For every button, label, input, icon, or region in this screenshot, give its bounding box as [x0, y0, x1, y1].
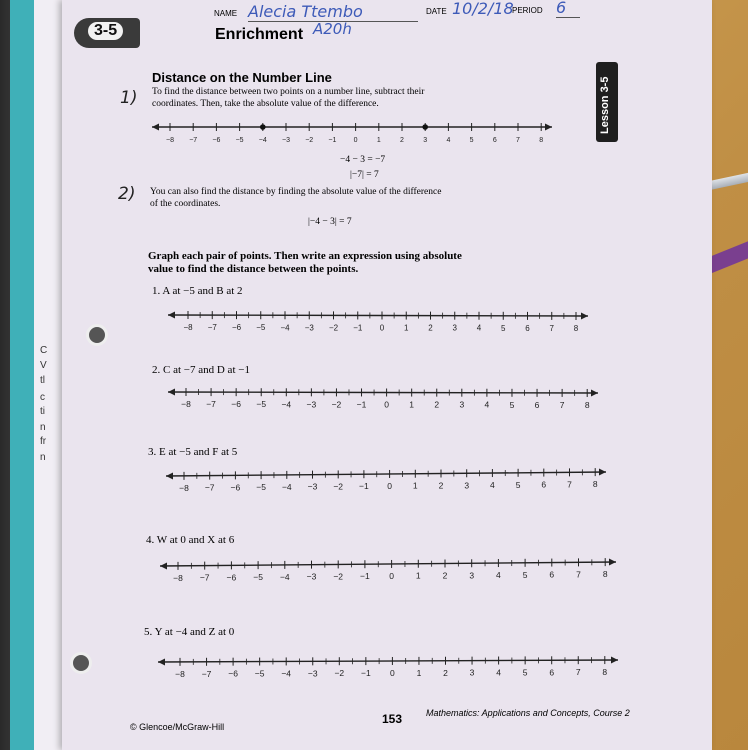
period-value: 6 — [556, 0, 580, 18]
tick-label: −5 — [254, 668, 265, 679]
tick-label: −8 — [166, 137, 174, 144]
tick-label: −2 — [333, 571, 344, 582]
tick-label: −3 — [307, 481, 318, 492]
arrow-right — [545, 124, 552, 131]
lesson-title: Enrichment — [215, 26, 304, 43]
section-heading: Distance on the Number Line — [152, 70, 332, 85]
number-line-problem-2[interactable] — [168, 382, 598, 416]
tick-label: −5 — [253, 572, 263, 583]
tick-label: 7 — [559, 399, 565, 410]
tick-label: −7 — [189, 137, 198, 144]
problem-3-label: 3. E at −5 and F at 5 — [148, 446, 238, 458]
tick-label: −2 — [328, 323, 339, 333]
number-line-axis — [168, 392, 598, 393]
tick-label: −8 — [175, 668, 185, 679]
tick-label: 8 — [602, 569, 608, 580]
tick-label: 2 — [438, 480, 444, 491]
instructions-line-1: Graph each pair of points. Then write an expression using absolute — [148, 250, 462, 262]
tick-label: −5 — [235, 137, 244, 144]
tick-label: −8 — [181, 399, 191, 410]
handwritten-room: A20h — [313, 20, 352, 38]
margin-fragment: fr — [40, 436, 47, 447]
tick-label: −7 — [201, 668, 212, 679]
tick-label: 6 — [534, 399, 540, 410]
intro-text-1b: coordinates. Then, take the absolute value of the difference. — [152, 99, 379, 109]
tick-label: 3 — [423, 137, 428, 144]
problem-4-label: 4. W at 0 and X at 6 — [146, 534, 235, 546]
tick-label: 5 — [501, 323, 506, 333]
tick-label: 1 — [415, 570, 421, 581]
tick-label: 2 — [428, 323, 433, 333]
number-line-problem-1[interactable] — [168, 304, 588, 338]
margin-fragment: C — [40, 345, 48, 356]
tick-label: −3 — [304, 323, 314, 333]
tick-label: 6 — [525, 323, 530, 333]
equation-1: −4 − 3 = −7 — [340, 155, 386, 165]
intro-text-1a: To find the distance between two points on a number line, subtract their — [152, 87, 425, 97]
tick-label: −3 — [307, 668, 318, 679]
arrow-right — [611, 657, 618, 664]
tick-label: 3 — [459, 399, 465, 410]
tick-label: 6 — [492, 137, 497, 144]
tick-label: 4 — [446, 137, 451, 144]
tick-label: 2 — [443, 667, 448, 678]
tick-label: 6 — [541, 479, 547, 490]
arrow-left — [152, 124, 159, 131]
tick-label: 0 — [387, 480, 392, 491]
name-value: Alecia Ttembo — [248, 2, 418, 22]
tick-label: −6 — [226, 572, 237, 583]
tick-label: 7 — [567, 479, 572, 490]
footer-copyright: © Glencoe/McGraw-Hill — [130, 722, 225, 732]
tick-label: 1 — [409, 399, 415, 410]
equation-2: |−7| = 7 — [350, 170, 379, 180]
tick-label: −4 — [281, 399, 292, 410]
tick-label: −6 — [231, 399, 242, 410]
tick-label: −6 — [228, 668, 238, 679]
hand-mark-1: 1) — [120, 88, 138, 108]
tick-label: −5 — [256, 482, 266, 493]
tick-label: −6 — [230, 482, 241, 493]
tick-label: −7 — [199, 572, 210, 583]
problem-1-label: 1. A at −5 and B at 2 — [152, 285, 243, 297]
tick-label: −2 — [305, 137, 314, 144]
lesson-number: 3-5 — [88, 22, 123, 40]
tick-label: 3 — [469, 570, 475, 581]
tick-label: 7 — [516, 137, 520, 144]
tick-label: 4 — [484, 399, 490, 410]
arrow-left — [158, 659, 165, 666]
tick-label: −1 — [356, 399, 367, 410]
tick-label: −8 — [179, 482, 189, 493]
tick-label: 8 — [584, 399, 590, 410]
tick-label: 3 — [469, 667, 475, 678]
tick-label: −7 — [206, 399, 216, 410]
tick-label: −1 — [359, 481, 369, 492]
tick-label: −8 — [173, 572, 183, 583]
tick-label: 8 — [539, 137, 544, 144]
tick-label: 0 — [389, 570, 394, 581]
arrow-left — [166, 473, 173, 480]
tick-label: −1 — [328, 137, 337, 144]
tick-label: 4 — [496, 570, 501, 581]
name-label: NAME — [214, 9, 238, 18]
arrow-right — [591, 390, 598, 397]
intro-text-2a: You can also find the distance by finding the absolute value of the difference — [150, 187, 442, 197]
tick-label: −1 — [360, 668, 371, 679]
tick-label: −2 — [331, 399, 342, 410]
tick-label: −1 — [360, 571, 370, 582]
tick-label: 4 — [496, 667, 501, 678]
tick-label: 6 — [549, 569, 555, 580]
tick-label: −8 — [183, 323, 193, 333]
tick-label: −3 — [282, 137, 290, 144]
number-line-axis — [166, 472, 606, 476]
tick-label: 0 — [353, 137, 358, 144]
tick-label: 4 — [476, 323, 482, 333]
tick-label: 5 — [515, 479, 521, 490]
tick-label: 2 — [400, 137, 404, 144]
margin-fragment: ti — [40, 406, 45, 417]
graphed-point — [260, 124, 266, 130]
punch-hole-bottom — [70, 652, 92, 674]
tick-label: −5 — [256, 323, 266, 333]
hand-mark-2: 2) — [118, 184, 136, 204]
tick-label: −7 — [207, 323, 217, 333]
margin-fragment: n — [40, 422, 46, 433]
tick-label: 5 — [509, 399, 515, 410]
tick-label: 1 — [412, 480, 418, 491]
tick-label: −4 — [279, 571, 290, 582]
number-line-axis — [160, 562, 616, 566]
tick-label: 2 — [442, 570, 448, 581]
tick-label: −7 — [204, 482, 215, 493]
number-line-example — [152, 118, 552, 150]
tick-label: −6 — [231, 323, 242, 333]
tick-label: 7 — [549, 323, 554, 333]
tick-label: −4 — [280, 323, 290, 333]
tick-label: 3 — [464, 480, 470, 491]
number-line-axis — [158, 660, 618, 662]
arrow-left — [168, 312, 175, 319]
tick-label: 3 — [452, 323, 457, 333]
number-line-problem-5[interactable] — [158, 648, 618, 684]
tick-label: 0 — [379, 323, 385, 333]
margin-fragment: c — [40, 392, 45, 403]
tick-label: 5 — [522, 667, 528, 678]
tick-label: 6 — [549, 667, 555, 678]
tick-label: 0 — [390, 667, 395, 678]
side-tab — [596, 62, 618, 142]
footer-page-number: 153 — [382, 712, 403, 726]
problem-2-label: 2. C at −7 and D at −1 — [152, 364, 250, 376]
footer-book-title: Mathematics: Applications and Concepts, Course 2 — [426, 708, 630, 718]
intro-text-2b: of the coordinates. — [150, 199, 221, 209]
tick-label: −5 — [256, 399, 267, 410]
tick-label: 0 — [384, 399, 389, 410]
date-label: DATE — [426, 7, 447, 16]
number-line-problem-4[interactable] — [160, 552, 616, 588]
tick-label: 4 — [490, 480, 495, 491]
number-line-axis — [168, 315, 588, 316]
tick-label: −3 — [306, 399, 317, 410]
tick-label: 2 — [434, 399, 440, 410]
tick-label: 5 — [469, 137, 474, 144]
problem-5-label: 5. Y at −4 and Z at 0 — [144, 626, 235, 638]
tick-label: −4 — [258, 137, 267, 144]
tick-label: −2 — [334, 668, 345, 679]
tick-label: −2 — [333, 481, 344, 492]
tick-label: 1 — [376, 137, 381, 144]
arrow-right — [609, 559, 616, 566]
tick-label: 8 — [602, 667, 608, 678]
tick-label: 5 — [522, 569, 528, 580]
tick-label: 8 — [573, 323, 579, 333]
tick-label: −6 — [212, 137, 221, 144]
tick-label: 7 — [575, 667, 581, 678]
tick-label: −1 — [353, 323, 363, 333]
tick-label: −4 — [281, 668, 292, 679]
tick-label: 8 — [592, 479, 598, 490]
number-line-problem-3[interactable] — [166, 464, 606, 500]
graphed-point — [422, 124, 428, 130]
tick-label: −4 — [281, 481, 292, 492]
tick-label: 1 — [416, 667, 422, 678]
margin-fragment: n — [40, 452, 46, 463]
punch-hole-top — [86, 324, 108, 346]
side-tab-label: Lesson 3-5 — [599, 76, 611, 134]
tick-label: 1 — [404, 323, 409, 333]
period-label: PERIOD — [512, 6, 543, 15]
tick-label: −3 — [306, 571, 317, 582]
date-value: 10/2/18 — [452, 0, 514, 18]
margin-fragment: V — [40, 360, 47, 371]
equation-3: |−4 − 3| = 7 — [308, 217, 352, 227]
arrow-right — [599, 469, 606, 476]
tick-label: 7 — [576, 569, 581, 580]
arrow-right — [581, 313, 588, 320]
instructions-line-2: value to find the distance between the points. — [148, 263, 359, 275]
margin-fragment: tl — [40, 375, 45, 386]
arrow-left — [160, 563, 167, 570]
arrow-left — [168, 389, 175, 396]
